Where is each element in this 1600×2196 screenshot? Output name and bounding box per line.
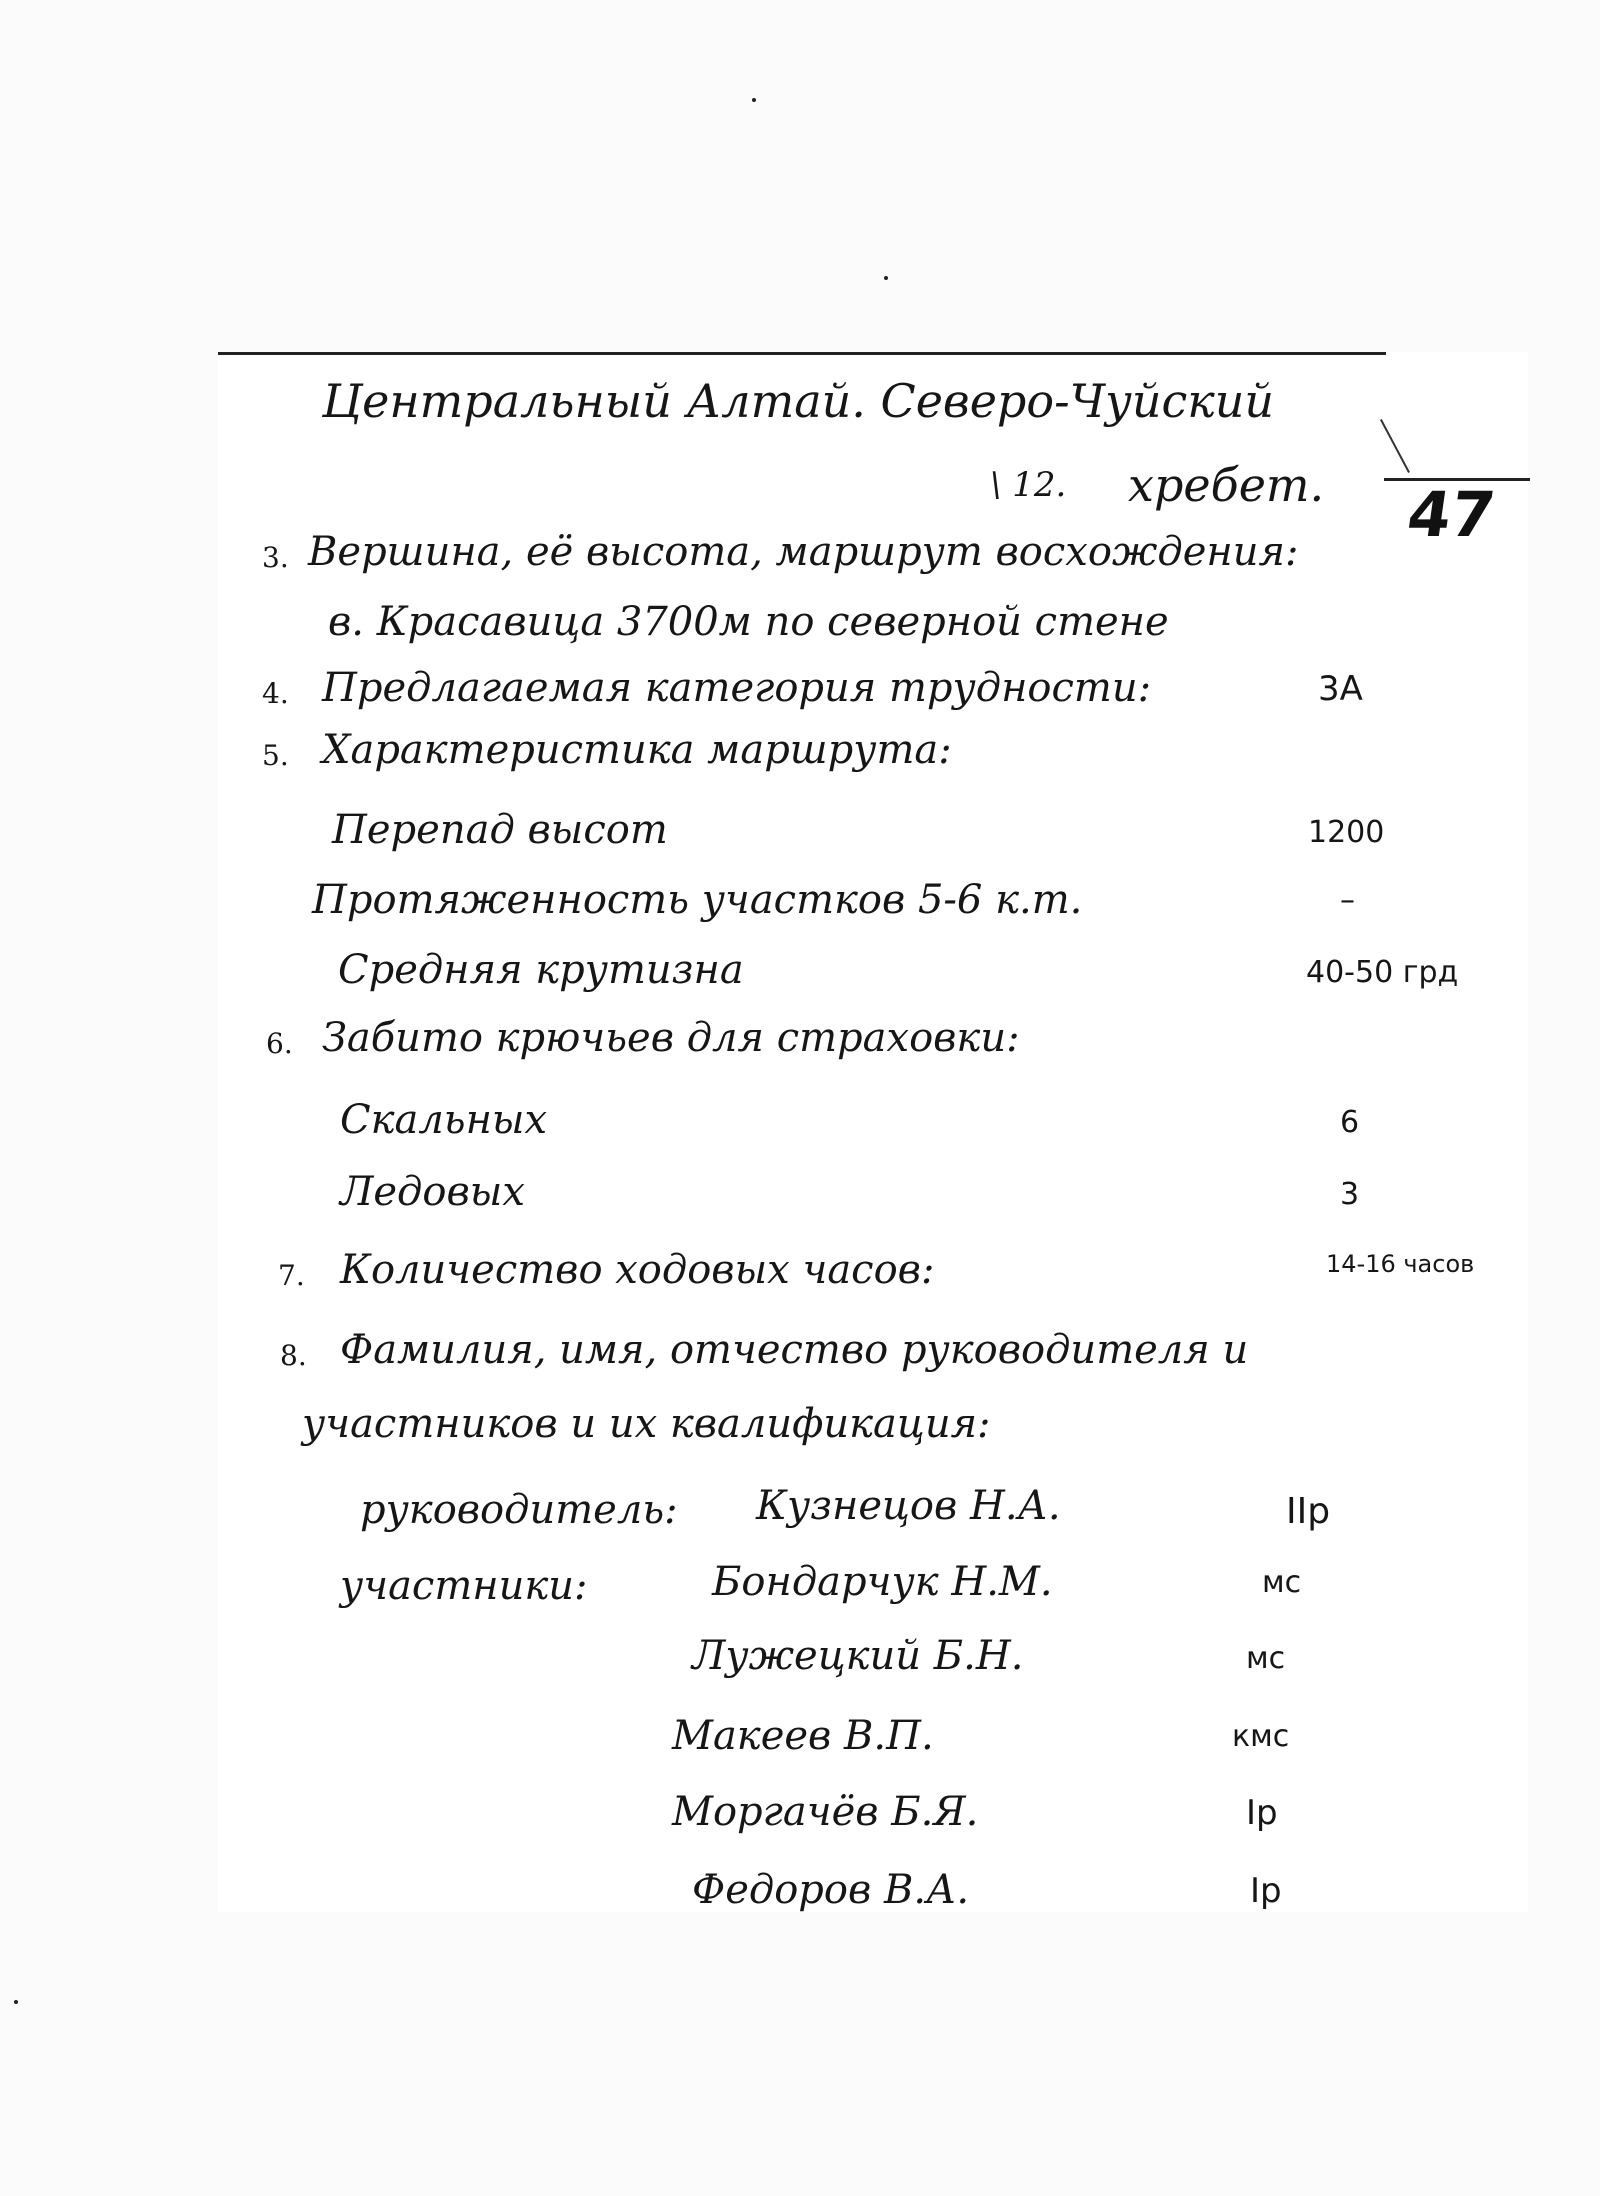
leader-label: руководитель:: [360, 1487, 678, 1533]
item-number: 4.: [262, 677, 289, 710]
team-label-line1: Фамилия, имя, отчество руководителя и: [340, 1327, 1249, 1373]
ice-pitons-label: Ледовых: [340, 1169, 525, 1215]
leader-name: Кузнецов Н.А.: [756, 1483, 1061, 1529]
rock-pitons-value: 6: [1340, 1105, 1360, 1140]
characteristics-label: Характеристика маршрута:: [322, 727, 952, 773]
section-length-label: Протяженность участков 5-6 к.т.: [312, 877, 1083, 923]
page-number: 47: [1402, 478, 1500, 551]
steepness-value: 40-50 грд: [1306, 955, 1459, 990]
header-region: Центральный Алтай. Северо-Чуйский: [322, 374, 1274, 428]
summit-label: Вершина, её высота, маршрут восхождения:: [308, 529, 1299, 575]
member-rank: Iр: [1250, 1871, 1282, 1911]
members-label: участники:: [340, 1563, 588, 1609]
hours-label: Количество ходовых часов:: [340, 1247, 935, 1293]
summit-value: в. Красавица 3700м по северной стене: [328, 599, 1169, 645]
team-label-line2: участников и их квалификация:: [302, 1401, 991, 1447]
member-name: Моргачёв Б.Я.: [672, 1789, 979, 1835]
member-rank: Iр: [1246, 1793, 1278, 1833]
archive-mark: \ 12.: [990, 465, 1067, 505]
leader-rank: IIр: [1286, 1491, 1331, 1532]
elevation-gain-label: Перепад высот: [332, 807, 668, 853]
header-ridge: хребет.: [1128, 458, 1325, 512]
item-number: 8.: [280, 1339, 307, 1372]
section-length-value: –: [1340, 883, 1355, 918]
hours-value: 14-16 часов: [1326, 1250, 1475, 1278]
member-rank: мс: [1262, 1565, 1302, 1600]
pitons-label: Забито крючьев для страховки:: [322, 1015, 1020, 1061]
member-rank: мс: [1246, 1641, 1286, 1676]
member-name: Федоров В.А.: [692, 1867, 970, 1913]
scan-speck: [14, 2000, 18, 2004]
elevation-gain-value: 1200: [1308, 815, 1385, 850]
item-number: 7.: [278, 1259, 305, 1292]
item-number: 3.: [262, 541, 289, 574]
member-name: Макеев В.П.: [672, 1713, 934, 1759]
ice-pitons-value: 3: [1340, 1177, 1360, 1212]
item-number: 5.: [262, 739, 289, 772]
item-number: 6.: [266, 1027, 293, 1060]
scan-speck: [752, 98, 756, 102]
category-value: 3А: [1318, 669, 1363, 709]
category-label: Предлагаемая категория трудности:: [322, 665, 1152, 711]
member-name: Лужецкий Б.Н.: [692, 1633, 1024, 1679]
steepness-label: Средняя крутизна: [338, 947, 744, 993]
member-name: Бондарчук Н.М.: [712, 1559, 1053, 1605]
top-edge-line: [218, 352, 1386, 355]
scan-speck: [884, 276, 888, 280]
member-rank: кмс: [1232, 1719, 1290, 1754]
rock-pitons-label: Скальных: [340, 1097, 548, 1143]
